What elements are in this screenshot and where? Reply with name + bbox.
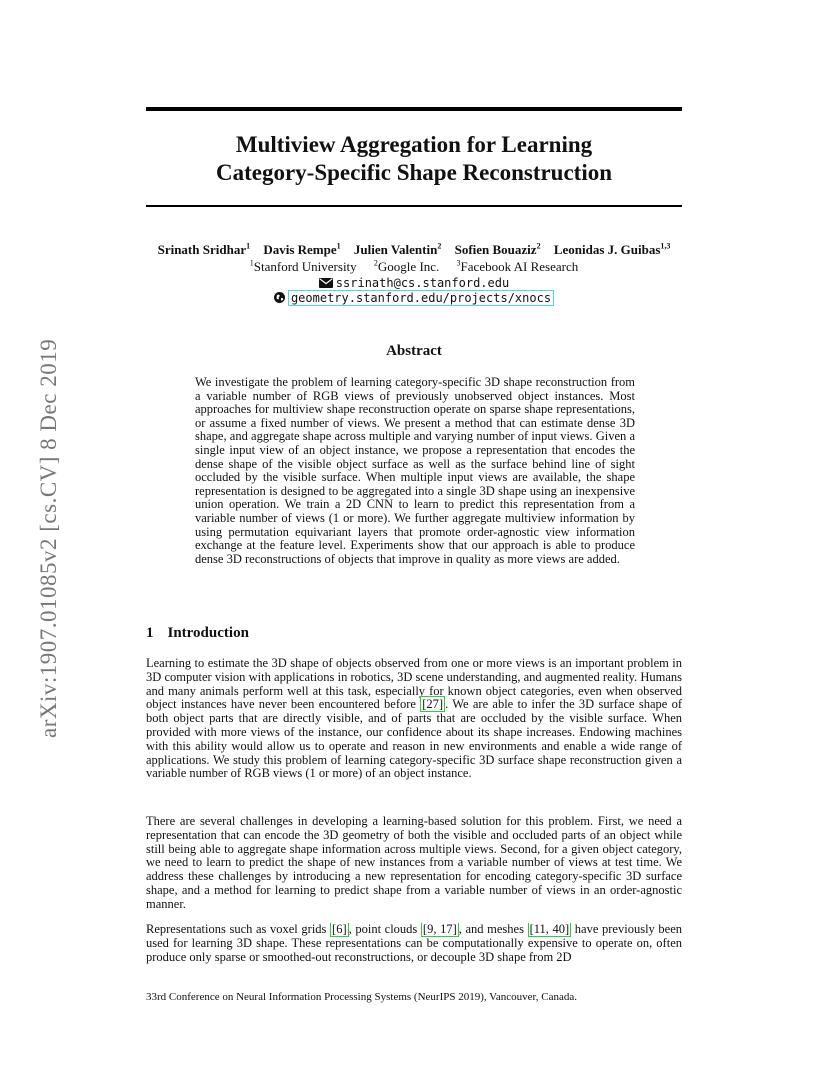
author-affiliation-mark: 1 — [336, 242, 341, 251]
intro-paragraph-3 — [146, 923, 682, 971]
email-address[interactable]: ssrinath@cs.stanford.edu — [335, 276, 510, 290]
affiliation — [250, 259, 357, 274]
paragraph-text: , point clouds — [348, 923, 421, 936]
author-affiliation-mark: 2 — [437, 242, 442, 251]
author — [158, 242, 251, 257]
author — [554, 242, 671, 257]
citation-link[interactable]: [11, 40] — [529, 923, 570, 936]
affiliation-list — [146, 259, 682, 275]
author — [455, 242, 541, 257]
citation-link[interactable]: [9, 17] — [422, 923, 457, 936]
author-affiliation-mark: 1 — [246, 242, 251, 251]
affiliation-mark: 2 — [373, 259, 378, 268]
intro-paragraph-1 — [146, 657, 682, 781]
author-name: Julien Valentin — [353, 242, 438, 258]
author-affiliation-mark: 2 — [536, 242, 541, 251]
section-title: Introduction — [167, 625, 249, 641]
citation-link[interactable]: [6] — [332, 923, 347, 936]
author — [354, 242, 441, 257]
citation-link[interactable]: [27] — [422, 697, 444, 712]
affiliation-name: Stanford University — [253, 259, 357, 275]
arxiv-identifier: arXiv:1907.01085v2 [cs.CV] 8 Dec 2019 — [36, 338, 61, 738]
affiliation-mark: 1 — [249, 259, 254, 268]
paragraph-text: . We are able to infer the 3D surface shape of both object parts that are directly visible, and of parts that are occluded by the visible surface. When provided with more views of the instance, our confidence about its shape increases. Endowing machines with this ability would allow us to operate and reason in new environments and enable a wide range of applications. We study this problem of learning category-specific 3D surface shape reconstruction given a variable number of RGB views (1 or more) of an object instance. — [146, 697, 682, 781]
project-url-link[interactable]: geometry.stanford.edu/projects/xnocs — [288, 290, 554, 306]
abstract-heading: Abstract — [386, 343, 442, 359]
title-bottom-rule — [146, 205, 682, 207]
author-name: Davis Rempe — [263, 242, 337, 258]
title-line-2: Category-Specific Shape Reconstruction — [215, 160, 613, 185]
paper-title — [146, 131, 682, 187]
email-row — [146, 276, 682, 291]
affiliation-mark: 3 — [456, 259, 461, 268]
paragraph-text: Learning to estimate the 3D shape of objects observed from one or more views is an important problem in 3D computer vision with applications in robotics, 3D scene understanding, and augmented reality. Humans and many animals perform well at this task, especially for known object categories, even when observed object instances have never been encountered before — [146, 656, 682, 712]
author-name: Sofien Bouaziz — [454, 242, 537, 258]
affiliation — [374, 259, 439, 274]
project-url-row — [146, 291, 682, 306]
conference-footnote: 33rd Conference on Neural Information Processing Systems (NeurIPS 2019), Vancouver, Canada. — [146, 991, 578, 1003]
top-rule — [146, 107, 682, 111]
section-number: 1 — [146, 625, 154, 641]
section-heading — [146, 625, 249, 642]
intro-paragraph-2: There are several challenges in developing a learning-based solution for this problem. First, we need a representation that can encode the 3D geometry of both the visible and occluded parts of an object while still being able to aggregate shape information across multiple views. Second, for a given object category, we need to learn to predict the shape of new instances from a variable number of views at test time. We address these challenges by introducing a new representation for encoding category-specific 3D surface shape, and a method for learning to predict shape from a variable number of views in an order-agnostic manner. — [146, 814, 682, 911]
author-name: Leonidas J. Guibas — [553, 242, 661, 258]
affiliation — [457, 259, 579, 274]
paragraph-text: , and meshes — [458, 923, 528, 936]
paragraph-text: have previously been used for learning 3D shape. These representations can be computationally expensive to operate on, often produce only sparse or smoothed-out reconstructions, or decouple 3D shape from 2D — [146, 923, 682, 964]
title-line-1: Multiview Aggregation for Learning — [235, 132, 593, 157]
author-list — [146, 242, 682, 258]
envelope-icon — [319, 277, 333, 291]
author — [263, 242, 340, 257]
author-affiliation-mark: 1,3 — [660, 242, 671, 251]
author-name: Srinath Sridhar — [157, 242, 247, 258]
affiliation-name: Google Inc. — [377, 259, 440, 275]
abstract-text: We investigate the problem of learning category-specific 3D shape reconstruction from a variable number of RGB views of previously unobserved object instances. Most approaches for multiview shape reconstruction operate on sparse shape representations, or assume a fixed number of views. We present a method that can estimate dense 3D shape, and aggregate shape across multiple and varying number of input views. Given a single input view of an object instance, we propose a representation that encodes the dense shape of the visible object surface as well as the surface behind line of sight occluded by the visible surface. When multiple input views are available, the shape representation is designed to be aggregated into a single 3D shape using an inexpensive union operation. We train a 2D CNN to learn to predict this representation from a variable number of views (1 or more). We further aggregate multiview information by using permutation equivariant layers that promote order-agnostic view information exchange at the feature level. Experiments show that our approach is able to produce dense 3D reconstructions of objects that improve in quality as more views are added. — [195, 375, 635, 566]
paragraph-text: Representations such as voxel grids — [146, 923, 331, 936]
globe-icon — [274, 292, 285, 306]
affiliation-name: Facebook AI Research — [460, 259, 579, 275]
